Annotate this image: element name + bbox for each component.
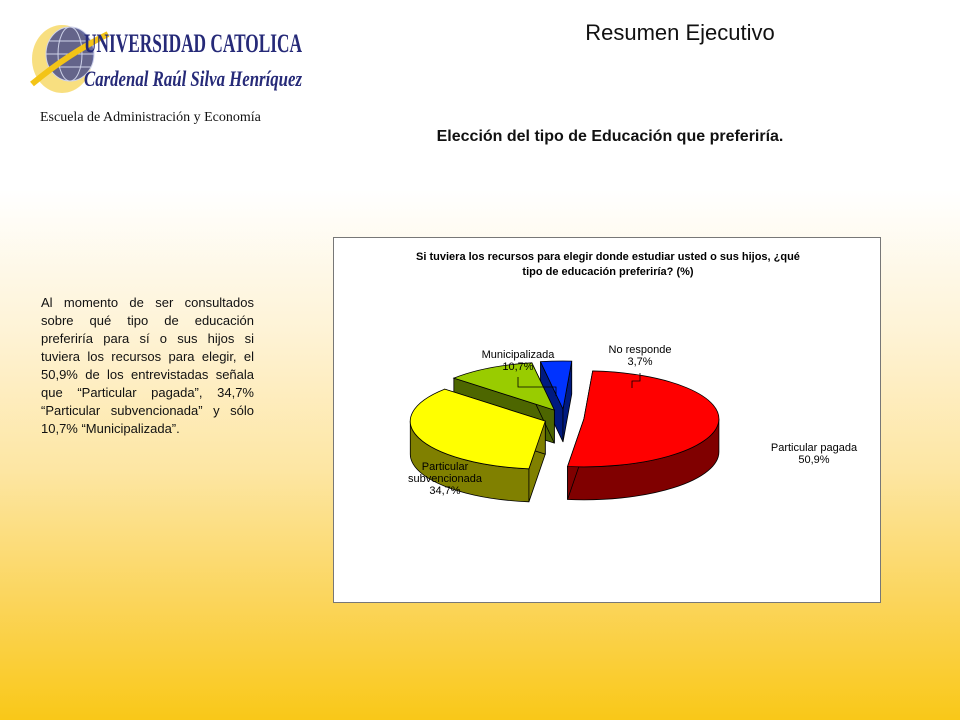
logo-line2: Cardenal Raúl Silva Henríquez: [84, 66, 303, 91]
value-label-no-responde: 3,7%: [627, 356, 653, 368]
university-logo: [28, 14, 308, 104]
school-name: Escuela de Administración y Economía: [40, 110, 261, 125]
label-no-responde-0: No responde: [608, 344, 672, 356]
chart-title-line1: Si tuviera los recursos para elegir donde estudiar usted o sus hijos, ¿qué: [416, 251, 800, 263]
page-title: Resumen Ejecutivo: [585, 20, 775, 45]
label-particular-subvencionada-0: Particular: [421, 461, 469, 473]
pie-chart: [334, 238, 882, 604]
summary-paragraph: Al momento de ser consultados sobre qué tipo de educación preferiría para sí o sus hijos si tuviera los recursos para elegir, el 50,9% de los entrevistadas señala que “Particular pagada”, 34,7% “Particular subvencionada” y sólo 10,7% “Municipalizada”.: [41, 295, 254, 436]
label-particular-pagada-0: Particular pagada: [770, 442, 858, 454]
section-title: Elección del tipo de Educación que preferiría.: [436, 128, 784, 145]
label-particular-subvencionada-1: subvencionada: [407, 473, 483, 485]
chart-title-line2: tipo de educación preferiría? (%): [522, 266, 694, 278]
value-label-particular-subvencionada: 34,7%: [429, 485, 461, 497]
logo-line1: UNIVERSIDAD CATOLICA: [84, 29, 303, 58]
label-municipalizada-0: Municipalizada: [481, 349, 555, 361]
value-label-municipalizada: 10,7%: [502, 361, 534, 373]
value-label-particular-pagada: 50,9%: [798, 454, 830, 466]
pie-chart-panel: [333, 237, 881, 603]
